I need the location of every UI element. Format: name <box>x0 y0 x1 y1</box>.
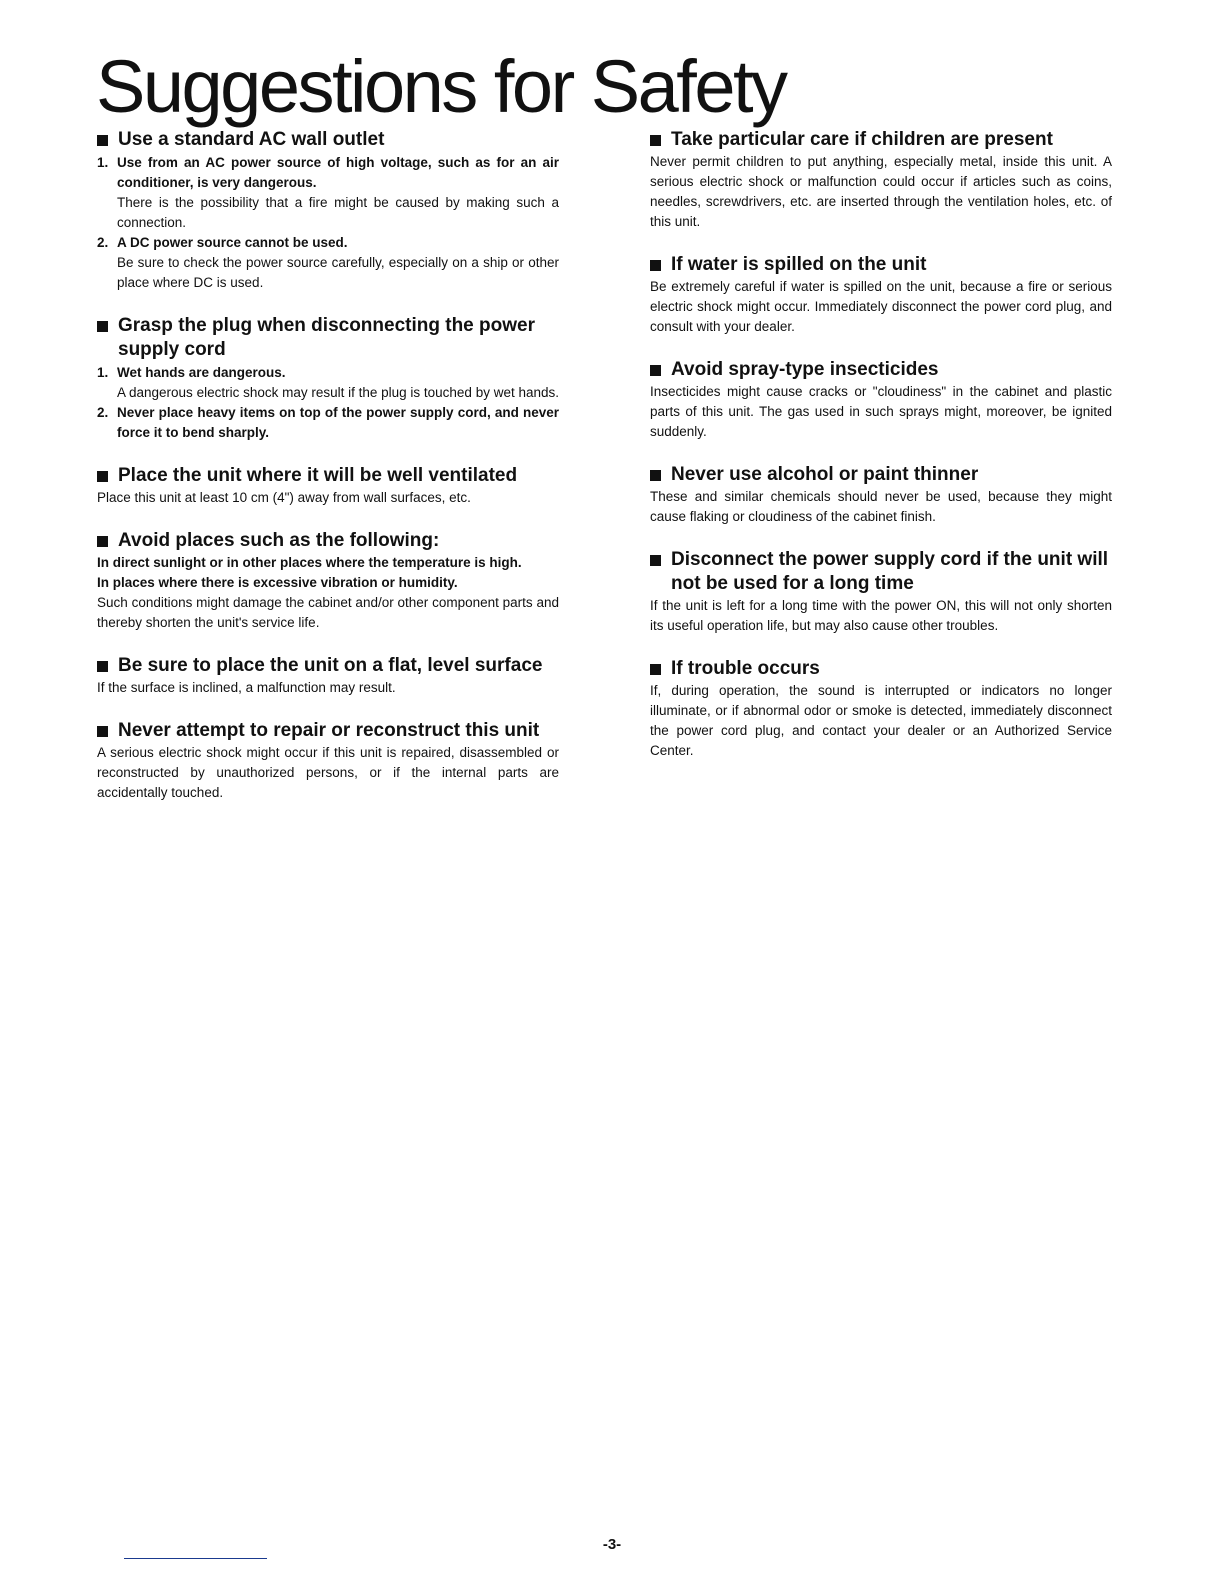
list-item-title: Use from an AC power source of high voltage, such as for an air conditioner, is very dangerous. <box>117 155 559 190</box>
square-bullet-icon <box>97 661 108 672</box>
section-disconnect <box>650 548 1112 636</box>
list-item-text: A dangerous electric shock may result if the plug is touched by wet hands. <box>117 385 559 400</box>
section-heading: Take particular care if children are present <box>650 128 1112 152</box>
square-bullet-icon <box>650 365 661 376</box>
list-item-text: Be sure to check the power source carefully, especially on a ship or other place where DC is used. <box>117 255 559 290</box>
square-bullet-icon <box>97 726 108 737</box>
section-text: If the unit is left for a long time with the power ON, this will not only shorten its useful operation life, but may also cause other troubles. <box>650 598 1112 633</box>
list-item-title: Never place heavy items on top of the power supply cord, and never force it to bend sharply. <box>117 405 559 440</box>
square-bullet-icon <box>97 135 108 146</box>
section-heading: Never attempt to repair or reconstruct this unit <box>97 719 559 743</box>
square-bullet-icon <box>97 536 108 547</box>
section-heading: Disconnect the power supply cord if the unit will not be used for a long time <box>650 548 1112 596</box>
list-item: 1. Use from an AC power source of high voltage, such as for an air conditioner, is very dangerous. There is the possibility that a fire might be caused by making such a connection. <box>97 153 559 233</box>
section-grasp-plug <box>97 314 559 443</box>
left-column <box>97 128 559 824</box>
section-ac-outlet <box>97 128 559 293</box>
section-text: Be extremely careful if water is spilled on the unit, because a fire or serious electric shock might occur. Immediately disconnect the power cord plug, and consult with your dealer. <box>650 279 1112 334</box>
section-heading: Be sure to place the unit on a flat, level surface <box>97 654 559 678</box>
section-ventilated <box>97 464 559 508</box>
section-insecticides <box>650 358 1112 442</box>
square-bullet-icon <box>650 470 661 481</box>
section-trouble <box>650 657 1112 761</box>
section-text: If, during operation, the sound is interrupted or indicators no longer illuminate, or if abnormal odor or smoke is detected, immediately disconnect the power cord plug, and contact your dealer or an Authorized Service Center. <box>650 683 1112 758</box>
section-repair <box>97 719 559 803</box>
right-column <box>650 128 1112 782</box>
section-bold-text: In direct sunlight or in other places where the temperature is high. <box>97 555 522 570</box>
section-text: Never permit children to put anything, especially metal, inside this unit. A serious electric shock or malfunction could occur if articles such as coins, needles, screwdrivers, etc. are inserted through the ventilation holes, etc. of this unit. <box>650 154 1112 229</box>
square-bullet-icon <box>650 555 661 566</box>
section-text: These and similar chemicals should never be used, because they might cause flaking or cloudiness of the cabinet finish. <box>650 489 1112 524</box>
section-heading: Grasp the plug when disconnecting the power supply cord <box>97 314 559 362</box>
section-heading: Avoid spray-type insecticides <box>650 358 1112 382</box>
square-bullet-icon <box>650 664 661 675</box>
section-heading: Use a standard AC wall outlet <box>97 128 559 152</box>
section-water <box>650 253 1112 337</box>
square-bullet-icon <box>650 260 661 271</box>
list-item: 1. Wet hands are dangerous. A dangerous electric shock may result if the plug is touched by wet hands. <box>97 363 559 403</box>
section-heading: If water is spilled on the unit <box>650 253 1112 277</box>
numbered-list <box>97 153 559 293</box>
page-title: Suggestions for Safety <box>96 45 786 128</box>
page-number: -3- <box>602 1536 622 1553</box>
section-bold-text: In places where there is excessive vibration or humidity. <box>97 575 458 590</box>
section-heading: Never use alcohol or paint thinner <box>650 463 1112 487</box>
section-text: A serious electric shock might occur if this unit is repaired, disassembled or reconstructed by unauthorized persons, or if the internal parts are accidentally touched. <box>97 745 559 800</box>
list-item-text: There is the possibility that a fire might be caused by making such a connection. <box>117 195 559 230</box>
section-heading: If trouble occurs <box>650 657 1112 681</box>
numbered-list <box>97 363 559 443</box>
section-children <box>650 128 1112 232</box>
section-alcohol <box>650 463 1112 527</box>
square-bullet-icon <box>650 135 661 146</box>
list-item-title: Wet hands are dangerous. <box>117 365 286 380</box>
list-item-title: A DC power source cannot be used. <box>117 235 348 250</box>
square-bullet-icon <box>97 471 108 482</box>
footer-rule <box>124 1558 267 1559</box>
list-item: 2. Never place heavy items on top of the power supply cord, and never force it to bend sharply. <box>97 403 559 443</box>
section-text: Place this unit at least 10 cm (4") away from wall surfaces, etc. <box>97 490 471 505</box>
section-text: Such conditions might damage the cabinet and/or other component parts and thereby shorten the unit's service life. <box>97 595 559 630</box>
section-avoid-places <box>97 529 559 633</box>
section-flat-surface <box>97 654 559 698</box>
section-heading: Avoid places such as the following: <box>97 529 559 553</box>
list-item: 2. A DC power source cannot be used. Be sure to check the power source carefully, especially on a ship or other place where DC is used. <box>97 233 559 293</box>
section-heading: Place the unit where it will be well ventilated <box>97 464 559 488</box>
section-text: Insecticides might cause cracks or "cloudiness" in the cabinet and plastic parts of this unit. The gas used in such sprays might, moreover, be ignited suddenly. <box>650 384 1112 439</box>
section-text: If the surface is inclined, a malfunction may result. <box>97 680 396 695</box>
square-bullet-icon <box>97 321 108 332</box>
